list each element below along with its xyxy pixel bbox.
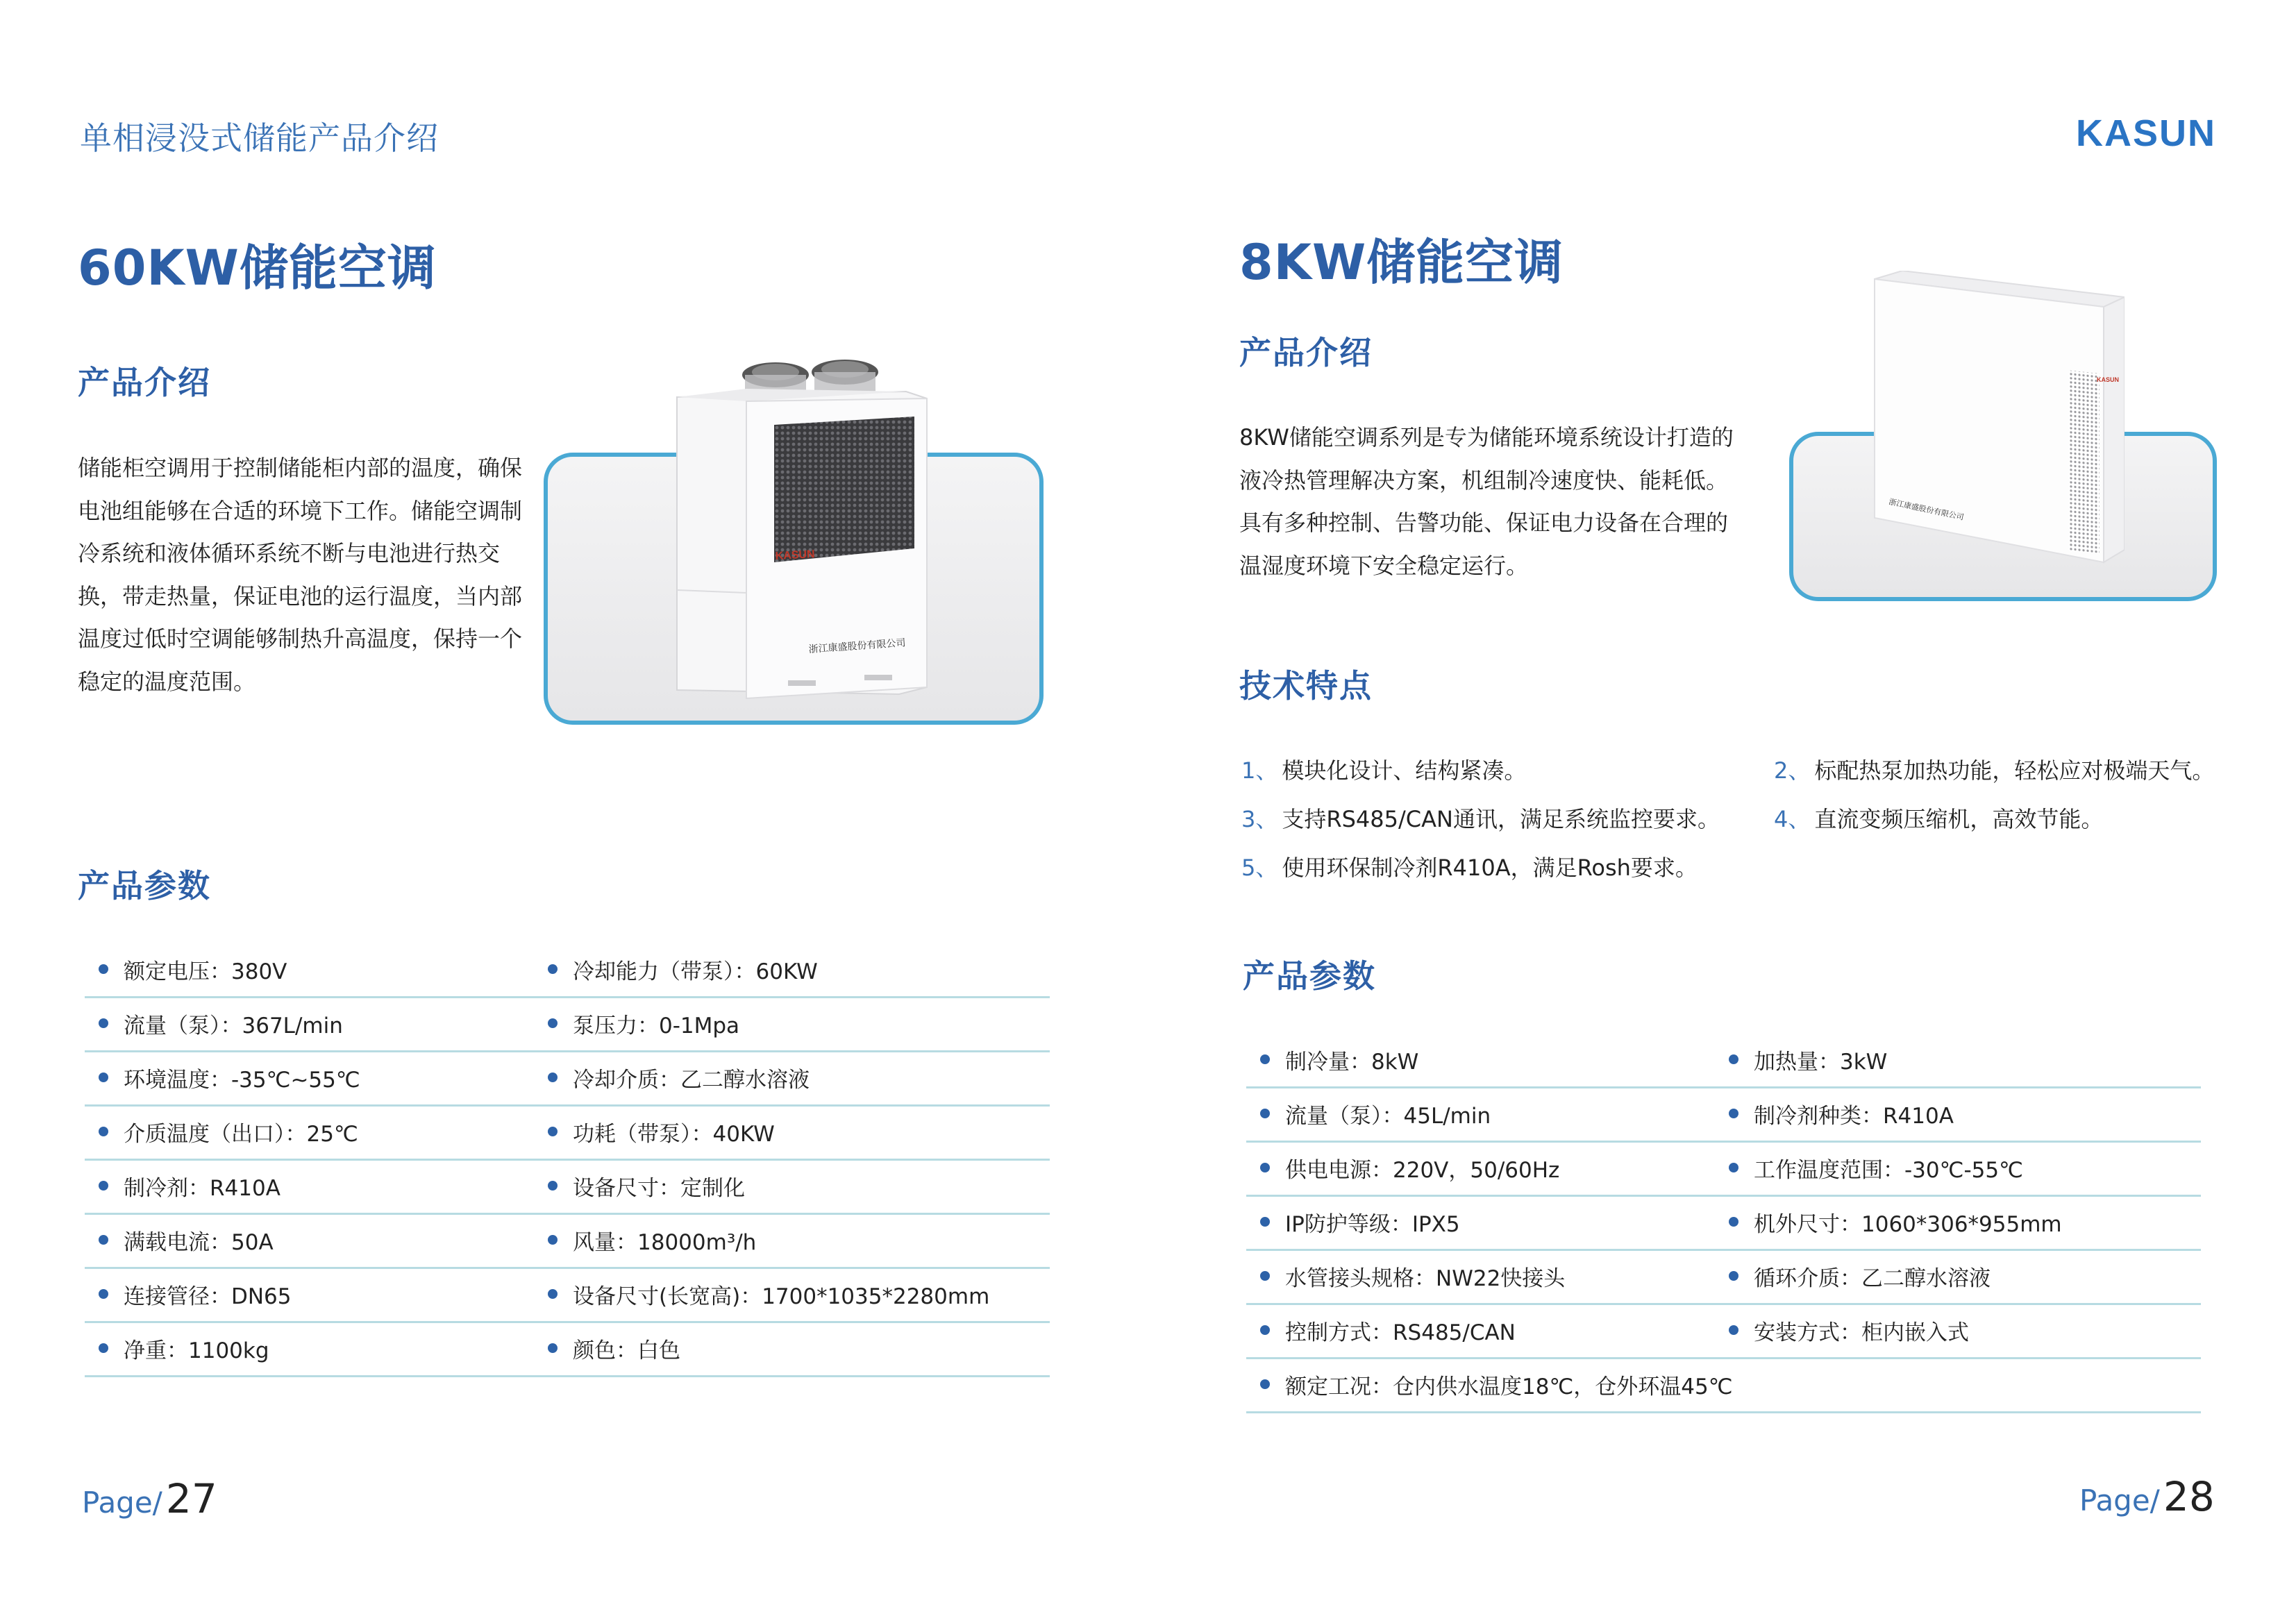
bullet-icon (1729, 1217, 1738, 1227)
bullet-icon (99, 1181, 108, 1191)
bullet-icon (548, 1343, 558, 1353)
bullet-icon (1729, 1054, 1738, 1064)
param-cell: 功耗（带泵）：40KW (548, 1107, 775, 1157)
page-number: 28 (2163, 1473, 2215, 1520)
param-cell: IP防护等级：IPX5 (1260, 1197, 1460, 1247)
feature-item: 4、 直流变频压缩机，高效节能。 (1774, 806, 2104, 832)
param-cell: 供电电源：220V，50/60Hz (1260, 1143, 1559, 1193)
param-row (85, 1215, 1050, 1269)
right-intro-heading: 产品介绍 (1239, 334, 1373, 371)
right-page-number (2079, 1473, 2215, 1520)
bullet-icon (1260, 1379, 1270, 1389)
intro-line: 电池组能够在合适的环境下工作。储能空调制 (78, 497, 523, 524)
svg-text:KASUN: KASUN (2097, 376, 2120, 383)
bullet-icon (1260, 1271, 1270, 1281)
bullet-icon (1729, 1271, 1738, 1281)
right-intro-text (1239, 417, 1767, 587)
bullet-icon (99, 1073, 108, 1082)
intro-line: 具有多种控制、告警功能、保证电力设备在合理的 (1239, 510, 1729, 536)
svg-text:浙江康盛股份有限公司: 浙江康盛股份有限公司 (1888, 497, 1965, 522)
bullet-icon (99, 964, 108, 974)
kasun-logo (2076, 110, 2222, 155)
left-intro-text (78, 447, 522, 703)
param-cell: 设备尺寸(长宽高)：1700*1035*2280mm (548, 1269, 989, 1319)
svg-text:浙江康盛股份有限公司: 浙江康盛股份有限公司 (808, 637, 906, 655)
left-intro-heading: 产品介绍 (78, 364, 211, 401)
intro-line: 换，带走热量，保证电池的运行温度，当内部 (78, 582, 523, 609)
intro-line: 温度过低时空调能够制热升高温度，保持一个 (78, 625, 523, 652)
bullet-icon (548, 964, 558, 974)
bullet-icon (1260, 1109, 1270, 1118)
param-cell: 颜色：白色 (548, 1323, 680, 1373)
intro-line: 8KW储能空调系列是专为储能环境系统设计打造的 (1239, 424, 1734, 451)
left-page-number (82, 1475, 217, 1522)
param-cell: 额定电压：380V (99, 944, 287, 994)
param-row (1246, 1034, 2201, 1088)
bullet-icon (99, 1127, 108, 1136)
feature-item: 3、 支持RS485/CAN通讯，满足系统监控要求。 (1241, 806, 1720, 832)
right-product-title: 8KW储能空调 (1239, 234, 1564, 291)
intro-line: 稳定的温度范围。 (78, 668, 256, 695)
bullet-icon (548, 1235, 558, 1245)
param-cell: 连接管径：DN65 (99, 1269, 292, 1319)
param-cell: 循环介质：乙二醇水溶液 (1729, 1251, 1991, 1301)
right-params-heading: 产品参数 (1243, 957, 1376, 995)
left-product-title: 60KW储能空调 (78, 239, 437, 296)
intro-line: 冷系统和液体循环系统不断与电池进行热交 (78, 540, 501, 566)
param-cell: 冷却介质：乙二醇水溶液 (548, 1052, 810, 1102)
param-cell: 额定工况：仓内供水温度18℃，仓外环温45℃ (1260, 1359, 1733, 1409)
feature-item: 5、 使用环保制冷剂R410A，满足Rosh要求。 (1241, 855, 1698, 881)
feature-item: 1、 模块化设计、结构紧凑。 (1241, 757, 1527, 784)
bullet-icon (99, 1343, 108, 1353)
param-cell: 控制方式：RS485/CAN (1260, 1305, 1516, 1355)
param-cell: 流量（泵）：367L/min (99, 998, 343, 1048)
section-title: 单相浸没式储能产品介绍 (80, 119, 439, 157)
param-cell: 满载电流：50A (99, 1215, 274, 1265)
param-row (1246, 1143, 2201, 1197)
bullet-icon (1260, 1054, 1270, 1064)
param-row (85, 1323, 1050, 1377)
bullet-icon (1729, 1325, 1738, 1335)
bullet-icon (1729, 1109, 1738, 1118)
param-row (85, 1052, 1050, 1107)
param-row (1246, 1305, 2201, 1359)
bullet-icon (1729, 1163, 1738, 1172)
bullet-icon (99, 1235, 108, 1245)
param-cell: 流量（泵）：45L/min (1260, 1088, 1491, 1138)
bullet-icon (1260, 1325, 1270, 1335)
param-cell: 制冷剂种类：R410A (1729, 1088, 1954, 1138)
left-params-table (85, 944, 1050, 1377)
bullet-icon (548, 1127, 558, 1136)
param-cell: 环境温度：-35℃~55℃ (99, 1052, 360, 1102)
param-cell: 加热量：3kW (1729, 1034, 1887, 1084)
param-cell: 制冷剂：R410A (99, 1161, 280, 1211)
param-row (85, 944, 1050, 998)
intro-line: 温湿度环境下安全稳定运行。 (1239, 552, 1529, 579)
param-row (1246, 1088, 2201, 1143)
kasun-logo-text: KASUN (2076, 112, 2217, 154)
bullet-icon (548, 1073, 558, 1082)
feature-item: 2、 标配热泵加热功能，轻松应对极端天气。 (1774, 757, 2215, 784)
param-cell: 机外尺寸：1060*306*955mm (1729, 1197, 2062, 1247)
page-number: 27 (165, 1475, 217, 1522)
param-cell: 制冷量：8kW (1260, 1034, 1418, 1084)
param-row (1246, 1197, 2201, 1251)
param-cell: 安装方式：柜内嵌入式 (1729, 1305, 1969, 1355)
page-label: Page/ (2079, 1483, 2160, 1517)
right-features-heading: 技术特点 (1239, 667, 1373, 705)
param-cell: 风量：18000m³/h (548, 1215, 756, 1265)
bullet-icon (548, 1181, 558, 1191)
bullet-icon (1260, 1163, 1270, 1172)
param-row (1246, 1359, 2201, 1413)
param-row (85, 1161, 1050, 1215)
param-row (1246, 1251, 2201, 1305)
bullet-icon (99, 1018, 108, 1028)
svg-text:KASUN: KASUN (775, 548, 816, 562)
left-params-heading: 产品参数 (78, 867, 211, 905)
param-cell: 净重：1100kg (99, 1323, 269, 1373)
bullet-icon (548, 1018, 558, 1028)
right-params-table (1246, 1034, 2201, 1413)
param-cell: 介质温度（出口）：25℃ (99, 1107, 358, 1157)
bullet-icon (99, 1289, 108, 1299)
param-cell: 工作温度范围：-30℃-55℃ (1729, 1143, 2023, 1193)
fan-icon (812, 360, 878, 394)
param-cell: 设备尺寸：定制化 (548, 1161, 745, 1211)
intro-line: 储能柜空调用于控制储能柜内部的温度，确保 (78, 455, 523, 481)
60kw-unit-image (663, 347, 941, 722)
param-cell: 泵压力：0-1Mpa (548, 998, 739, 1048)
bullet-icon (1260, 1217, 1270, 1227)
param-row (85, 998, 1050, 1052)
param-cell: 冷却能力（带泵）：60KW (548, 944, 818, 994)
param-row (85, 1269, 1050, 1323)
intro-line: 液冷热管理解决方案，机组制冷速度快、能耗低。 (1239, 466, 1729, 494)
8kw-unit-image (1861, 271, 2125, 576)
param-row (85, 1107, 1050, 1161)
param-cell: 水管接头规格：NW22快接头 (1260, 1251, 1565, 1301)
bullet-icon (548, 1289, 558, 1299)
page-label: Page/ (82, 1486, 162, 1520)
